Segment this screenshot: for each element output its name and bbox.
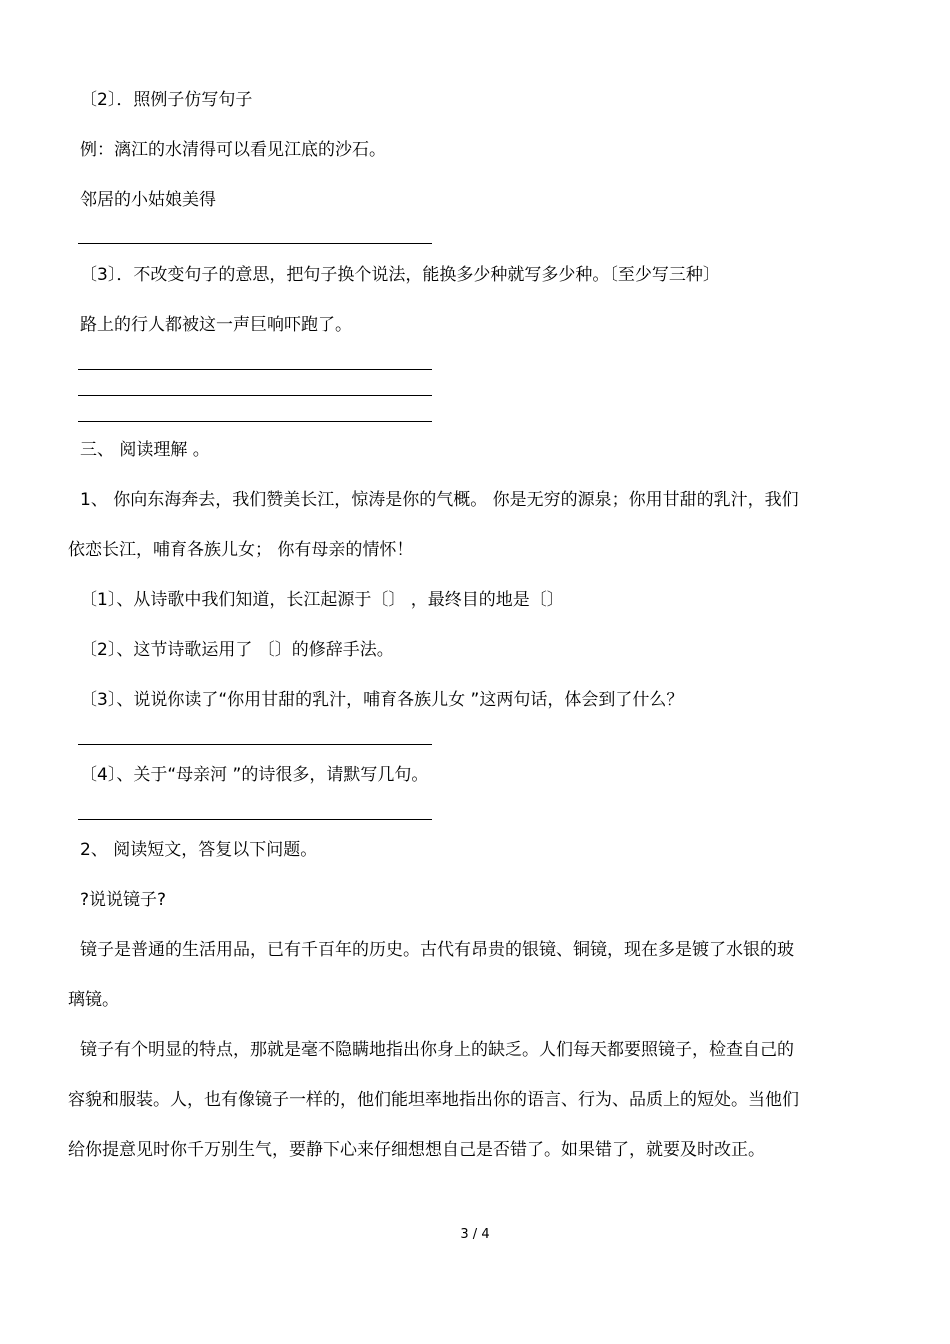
- answer-line: [78, 819, 432, 820]
- article-title: ?说说镜子?: [80, 890, 167, 910]
- section-3-heading: 三、 阅读理解 。: [80, 440, 210, 460]
- poem-line-2: 依恋长江，哺育各族儿女； 你有母亲的情怀！: [68, 540, 414, 560]
- rewrite-sentence: 路上的行人都被这一声巨响吓跑了。: [80, 315, 352, 335]
- paragraph-2-line-2: 容貌和服装。人，也有像镜子一样的，他们能坦率地指出你的语言、行为、品质上的短处。当他们: [68, 1090, 799, 1110]
- question-1: 〔1〕、从诗歌中我们知道，长江起源于〔〕 ，最终目的地是〔〕: [80, 590, 564, 610]
- question-3: 〔3〕、说说你读了“你用甘甜的乳汁，哺育各族儿女 ”这两句话，体会到了什么？: [80, 690, 684, 710]
- exercise-2-heading: 〔2〕．照例子仿写句子: [80, 90, 253, 110]
- paragraph-2-line-1: 镜子有个明显的特点，那就是毫不隐瞒地指出你身上的缺乏。人们每天都要照镜子，检查自己的: [80, 1040, 794, 1060]
- poem-line-1: 1、 你向东海奔去，我们赞美长江，惊涛是你的气概。 你是无穷的源泉；你用甘甜的乳汁，我们: [80, 490, 799, 510]
- answer-line: [78, 243, 432, 244]
- answer-line: [78, 421, 432, 422]
- exercise-3-heading: 〔3〕．不改变句子的意思，把句子换个说法，能换多少种就写多少种。〔至少写三种〕: [80, 265, 720, 285]
- answer-line: [78, 744, 432, 745]
- paragraph-1-line-1: 镜子是普通的生活用品，已有千百年的历史。古代有昂贵的银镜、铜镜，现在多是镀了水银的玻: [80, 940, 794, 960]
- answer-line: [78, 369, 432, 370]
- page-number: 3 / 4: [460, 1227, 490, 1242]
- example-sentence: 例：漓江的水清得可以看见江底的沙石。: [80, 140, 386, 160]
- imitation-prompt: 邻居的小姑娘美得: [80, 190, 216, 210]
- paragraph-1-line-2: 璃镜。: [68, 990, 119, 1010]
- reading-2-heading: 2、 阅读短文，答复以下问题。: [80, 840, 318, 860]
- paragraph-2-line-3: 给你提意见时你千万别生气，要静下心来仔细想想自己是否错了。如果错了，就要及时改正。: [68, 1140, 765, 1160]
- question-2: 〔2〕、这节诗歌运用了 〔〕的修辞手法。: [80, 640, 394, 660]
- answer-line: [78, 395, 432, 396]
- question-4: 〔4〕、关于“母亲河 ”的诗很多，请默写几句。: [80, 765, 429, 785]
